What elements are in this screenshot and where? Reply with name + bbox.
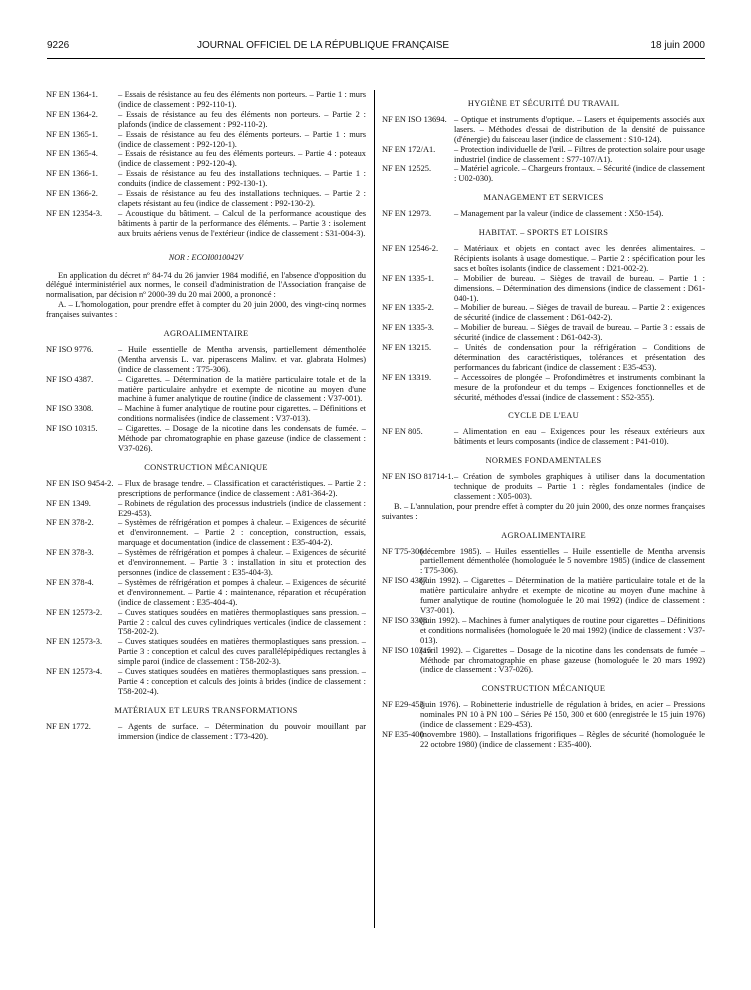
norm-reference: NF EN 13319. bbox=[382, 372, 432, 382]
norm-description: (décembre 1985). – Huiles essentielles – Huile essentielle de Mentha arvensis partiellement démentholée (homologuée le 5 novembre 1985) (indice de classement : T75-306). bbox=[420, 546, 705, 576]
annulation-paragraph: B. – L'annulation, pour prendre effet à compter du 20 juin 2000, des onze normes françaises suivantes : bbox=[382, 501, 705, 521]
norm-description: – Robinets de régulation des processus industriels (indice de classement : E29-453). bbox=[118, 498, 366, 518]
norm-entry bbox=[382, 576, 705, 616]
norm-description: – Mobilier de bureau. – Sièges de travail de bureau. – Partie 2 : exigences de sécurité (indice de classement : D61-042-2). bbox=[454, 303, 705, 323]
norm-entry bbox=[46, 518, 366, 548]
norm-reference: NF EN ISO 9454-2. bbox=[46, 478, 114, 488]
left-column bbox=[46, 90, 366, 741]
norm-entry bbox=[46, 608, 366, 638]
norm-entry bbox=[382, 145, 705, 165]
norm-reference: NF ISO 9776. bbox=[46, 344, 94, 354]
norm-description: – Cigarettes. – Détermination de la matière particulaire totale et de la matière particulaire anhydre et exempte de nicotine au moyen d'une machine à fumer analytique de routine (indice de classement : V37-001). bbox=[118, 374, 366, 404]
norm-reference: NF EN 12573-2. bbox=[46, 607, 103, 617]
page-number: 9226 bbox=[47, 40, 70, 51]
norm-description: – Cuves statiques soudées en matières thermoplastiques sans pression. – Partie 4 : conception et calculs des joints à brides (indice de classement : T58-202-4). bbox=[118, 667, 366, 696]
section-heading: CYCLE DE L'EAU bbox=[508, 411, 579, 421]
norm-entry bbox=[382, 547, 705, 577]
norm-entry bbox=[382, 427, 705, 447]
norm-reference: NF ISO 10315. bbox=[46, 424, 98, 434]
norm-description: – Systèmes de réfrigération et pompes à chaleur. – Exigences de sécurité et d'environnement. – Partie 4 : maintenance, réparation et récupération (indice de classement : E35-404-4). bbox=[118, 577, 366, 607]
norm-description: (juin 1992). – Cigarettes – Détermination de la matière particulaire totale et de la matière particulaire anhydre et exempte de nicotine au moyen d'une machine à fumer analytique de routine (homologuée le 20 mai 1992) (indice de classement : V37-001). bbox=[420, 576, 705, 615]
section-heading: CONSTRUCTION MÉCANIQUE bbox=[144, 462, 268, 472]
norm-entry bbox=[46, 548, 366, 578]
norm-description: – Management par la valeur (indice de classement : X50-154). bbox=[454, 209, 664, 219]
section-heading: HYGIÈNE ET SÉCURITÉ DU TRAVAIL bbox=[467, 99, 620, 108]
section-heading: HABITAT. – SPORTS ET LOISIRS bbox=[478, 228, 609, 238]
norm-reference: NF EN 1366-2. bbox=[46, 189, 98, 199]
section-heading: NORMES FONDAMENTALES bbox=[485, 456, 602, 466]
section-heading: CONSTRUCTION MÉCANIQUE bbox=[481, 684, 606, 694]
norm-reference: NF E35-400 bbox=[382, 729, 424, 739]
norm-description: – Essais de résistance au feu des éléments porteurs. – Partie 1 : murs (indice de classement : P92-120-1). bbox=[118, 129, 366, 149]
norm-description: – Création de symboles graphiques à utiliser dans la documentation technique de produits – Partie 1 : règles fondamentales (indice de classement : X05-003). bbox=[454, 472, 705, 501]
norm-reference: NF EN 12525. bbox=[382, 164, 432, 174]
norm-entry bbox=[46, 479, 366, 499]
norm-entry bbox=[46, 499, 366, 519]
nor-reference: NOR : ECOI0010042V bbox=[168, 252, 244, 262]
norm-reference: NF EN 1366-1. bbox=[46, 169, 98, 179]
decree-paragraph: En application du décret nº 84-74 du 26 janvier 1984 modifié, en l'absence d'opposition du délégué interministériel aux normes, le conseil d'administration de l'Association française de normalisation, par décision nº 2000-39 du 20 mai 2000, a prononcé : bbox=[46, 270, 366, 300]
norm-description: (juin 1976). – Robinetterie industrielle de régulation à brides, en acier – Pressions nominales PN 10 à PN 100 – Séries Pé 150, 300 et 600 (enregistrée le 15 juin 1976) (indice de classement : E29-453). bbox=[420, 700, 705, 730]
section-heading: AGROALIMENTAIRE bbox=[501, 530, 586, 540]
norm-reference: NF EN 1364-2. bbox=[46, 109, 98, 119]
norm-entry bbox=[382, 730, 705, 750]
norm-reference: NF ISO 4387. bbox=[46, 374, 94, 384]
norm-description: – Cuves statiques soudées en matières thermoplastiques sans pression. – Partie 2 : calcul des cuves cylindriques verticales (indice de classement : T58-202-2). bbox=[118, 607, 366, 637]
norm-reference: NF EN 1365-1. bbox=[46, 129, 98, 139]
norm-reference: NF EN 12354-3. bbox=[46, 208, 103, 218]
norm-reference: NF EN ISO 13694. bbox=[382, 114, 447, 124]
page-header bbox=[47, 40, 705, 54]
norm-reference: NF EN 12573-3. bbox=[46, 637, 103, 647]
norm-description: (novembre 1980). – Installations frigorifiques – Règles de sécurité (homologuée le 22 octobre 1980) (indice de classement : E35-400). bbox=[420, 729, 705, 749]
norm-entry bbox=[46, 189, 366, 209]
norm-reference: NF ISO 3308. bbox=[46, 404, 94, 414]
norm-description: – Machine à fumer analytique de routine pour cigarettes. – Définitions et conditions normalisées (indice de classement : V37-013). bbox=[118, 404, 366, 424]
norm-entry bbox=[46, 637, 366, 667]
norm-description: (avril 1992). – Cigarettes – Dosage de la nicotine dans les condensats de fumée – Méthode par chromatographie en phase gazeuse (homologuée le 20 mars 1992) (indice de classement : V37-026). bbox=[420, 645, 705, 675]
norm-description: – Matériel agricole. – Chargeurs frontaux. – Sécurité (indice de classement : U02-030). bbox=[454, 164, 706, 184]
norm-description: (juin 1992). – Machines à fumer analytiques de routine pour cigarettes – Définitions et conditions normalisées (homologuée le 20 mai 1992) (indice de classement : V37-013). bbox=[420, 615, 705, 645]
norm-entry bbox=[382, 373, 705, 403]
norm-description: – Acoustique du bâtiment. – Calcul de la performance acoustique des bâtiments à partir de la performance des éléments. – Partie 3 : isolement aux bruits aériens venus de l'extérieur (indice de classement : S31-004-3). bbox=[118, 208, 366, 238]
section-heading: MATÉRIAUX ET LEURS TRANSFORMATIONS bbox=[114, 705, 298, 715]
homologation-paragraph: A. – L'homologation, pour prendre effet à compter du 20 juin 2000, des vingt-cinq normes françaises suivantes : bbox=[46, 300, 366, 320]
norm-reference: NF ISO 4387 bbox=[382, 576, 428, 586]
norm-entry bbox=[382, 244, 705, 274]
norm-reference: NF EN 1335-1. bbox=[382, 273, 434, 283]
norm-reference: NF EN ISO 81714-1. bbox=[382, 472, 454, 482]
norm-reference: NF T75-306 bbox=[382, 546, 424, 556]
norm-entry bbox=[46, 209, 366, 239]
norm-reference: NF EN 1772. bbox=[46, 721, 91, 731]
norm-description: – Cigarettes. – Dosage de la nicotine dans les condensats de fumée. – Méthode par chromatographie en phase gazeuse (indice de classement : V37-026). bbox=[118, 424, 366, 453]
norm-reference: NF EN 12546-2. bbox=[382, 243, 439, 253]
norm-reference: NF EN 1335-2. bbox=[382, 303, 434, 313]
norm-description: – Optique et instruments d'optique. – Lasers et équipements associés aux lasers. – Méthodes d'essai de distribution de la densité de puissance (d'énergie) du faisceau laser (indice de classement : S10-124). bbox=[454, 114, 705, 144]
norm-reference: NF EN 378-2. bbox=[46, 518, 94, 528]
journal-title: JOURNAL OFFICIEL DE LA RÉPUBLIQUE FRANÇAISE bbox=[197, 40, 450, 51]
norm-description: – Mobilier de bureau. – Sièges de travail de bureau. – Partie 1 : dimensions. – Détermination des dimensions (indice de classement : D61-040-1). bbox=[454, 273, 705, 303]
norm-reference: NF ISO 10315 bbox=[382, 645, 432, 655]
norm-entry bbox=[382, 115, 705, 145]
norm-entry bbox=[382, 323, 705, 343]
header-rule bbox=[47, 58, 705, 59]
norm-description: – Unités de condensation pour la réfrigération – Conditions de détermination des caractéristiques, tolérances et présentation des performances du fabricant (indice de classement : E35-453). bbox=[454, 343, 705, 372]
norm-entry bbox=[382, 472, 705, 502]
norm-entry bbox=[46, 110, 366, 130]
norm-entry bbox=[46, 345, 366, 375]
column-separator bbox=[374, 90, 375, 928]
norm-reference: NF EN 172/A1. bbox=[382, 144, 436, 154]
norm-reference: NF EN 13215. bbox=[382, 343, 432, 353]
norm-entry bbox=[46, 404, 366, 424]
norm-entry bbox=[46, 722, 366, 742]
norm-description: – Huile essentielle de Mentha arvensis, partiellement démentholée (Mentha arvensis L. var. piperascens Malinv. et var. glabrata Holmes) (indice de classement : T75-306). bbox=[118, 344, 366, 374]
norm-entry bbox=[46, 169, 366, 189]
norm-description: – Systèmes de réfrigération et pompes à chaleur. – Exigences de sécurité et d'environnement. – Partie 2 : conception, construction, essais, marquage et documentation (indice de classement : E35-404-2). bbox=[118, 518, 366, 548]
norm-reference: NF EN 378-4. bbox=[46, 577, 94, 587]
norm-reference: NF EN 378-3. bbox=[46, 548, 94, 558]
norm-reference: NF EN 12973. bbox=[382, 209, 432, 219]
norm-description: – Essais de résistance au feu des installations techniques. – Partie 1 : conduits (indice de classement : P92-130-1). bbox=[118, 169, 366, 189]
norm-entry bbox=[382, 700, 705, 730]
norm-entry bbox=[382, 343, 705, 373]
norm-description: – Essais de résistance au feu des éléments non porteurs. – Partie 1 : murs (indice de classement : P92-110-1). bbox=[118, 90, 366, 109]
norm-entry bbox=[46, 424, 366, 454]
issue-date: 18 juin 2000 bbox=[650, 40, 705, 51]
norm-description: – Mobilier de bureau. – Sièges de travail de bureau. – Partie 3 : essais de sécurité (indice de classement : D61-042-3). bbox=[454, 323, 705, 343]
norm-reference: NF EN 1349. bbox=[46, 498, 91, 508]
norm-reference: NF E29-453 bbox=[382, 700, 424, 710]
norm-description: – Matériaux et objets en contact avec les denrées alimentaires. – Récipients isolants à usage domestique. – Partie 2 : spécification pour les sacs et boîtes isolants (indice de classement : D21-002-2). bbox=[454, 243, 705, 273]
norm-reference: NF EN 1365-4. bbox=[46, 149, 98, 159]
norm-entry bbox=[46, 578, 366, 608]
norm-description: – Accessoires de plongée – Profondimètres et instruments combinant la mesure de la profondeur et du temps – Exigences fonctionnelles et de sécurité, méthodes d'essai (indice de classement : S52-355). bbox=[454, 372, 705, 402]
norm-reference: NF EN 1335-3. bbox=[382, 323, 434, 333]
norm-description: – Essais de résistance au feu des éléments porteurs. – Partie 4 : poteaux (indice de classement : P92-120-4). bbox=[118, 149, 366, 169]
norm-description: – Cuves statiques soudées en matières thermoplastiques sans pression. – Partie 3 : conception et calcul des cuves parallélépipédiques rectangles à simple paroi (indice de classement : T58-202-3). bbox=[118, 637, 366, 667]
section-heading: MANAGEMENT ET SERVICES bbox=[483, 193, 604, 203]
norm-description: – Protection individuelle de l'œil. – Filtres de protection solaire pour usage industriel (indice de classement : S77-107/A1). bbox=[454, 144, 705, 164]
norm-description: – Essais de résistance au feu des installations techniques. – Partie 2 : clapets résistant au feu (indice de classement : P92-130-2). bbox=[118, 189, 366, 208]
norm-entry bbox=[382, 616, 705, 646]
norm-description: – Alimentation en eau – Exigences pour les réseaux extérieurs aux bâtiments et leurs composants (indice de classement : P41-010). bbox=[454, 427, 705, 447]
norm-description: – Agents de surface. – Détermination du pouvoir mouillant par immersion (indice de classement : T73-420). bbox=[118, 721, 366, 741]
norm-entry bbox=[46, 375, 366, 405]
section-heading: AGROALIMENTAIRE bbox=[163, 329, 249, 339]
norm-entry bbox=[382, 646, 705, 676]
norm-entry bbox=[46, 90, 366, 110]
norm-description: – Systèmes de réfrigération et pompes à chaleur. – Exigences de sécurité et d'environnement. – Partie 3 : installation in situ et protection des personnes (indice de classement : E35-404-3). bbox=[118, 548, 366, 577]
norm-reference: NF EN 805. bbox=[382, 427, 423, 437]
norm-entry bbox=[382, 209, 705, 219]
norm-entry bbox=[46, 130, 366, 150]
norm-entry bbox=[46, 149, 366, 169]
norm-reference: NF EN 12573-4. bbox=[46, 667, 103, 677]
norm-entry bbox=[46, 667, 366, 697]
norm-reference: NF EN 1364-1. bbox=[46, 90, 98, 99]
norm-reference: NF ISO 3308 bbox=[382, 615, 428, 625]
norm-description: – Essais de résistance au feu des éléments non porteurs. – Partie 2 : plafonds (indice de classement : P92-110-2). bbox=[118, 109, 366, 129]
norm-entry bbox=[382, 274, 705, 304]
norm-entry bbox=[382, 164, 705, 184]
norm-description: – Flux de brasage tendre. – Classification et caractéristiques. – Partie 2 : prescriptions de performance (indice de classement : A81-364-2). bbox=[118, 478, 366, 498]
right-column bbox=[382, 90, 705, 750]
norm-entry bbox=[382, 303, 705, 323]
